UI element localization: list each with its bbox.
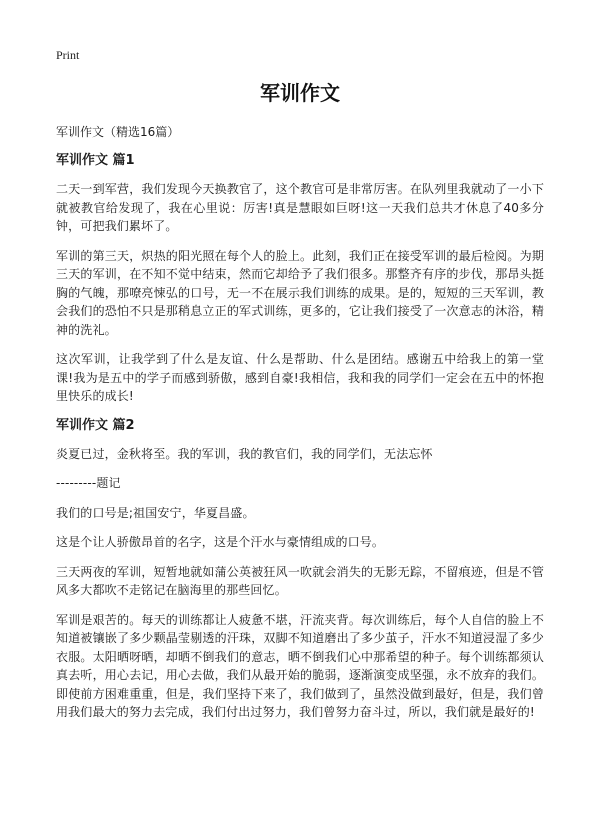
paragraph: 军训的第三天，炽热的阳光照在每个人的脸上。此刻，我们正在接受军训的最后检阅。为期三天的军训，在不知不觉中结束，然而它却给予了我们很多。那整齐有序的步伐，那昂头挺胸的气魄，那嘹亮悚弘的口号，无一不在展示我们训练的成果。是的，短短的三天军训，教会我们的恐怕不只是那稍息立正的军式训练，更多的，它让我们接受了一次意志的沐浴，精神的洗礼。 xyxy=(56,248,544,337)
print-label: Print xyxy=(56,48,80,62)
document-title: 军训作文 xyxy=(260,81,340,105)
section-heading: 军训作文 篇1 xyxy=(56,153,135,168)
paragraph: 我们的口号是;祖国安宁，华夏昌盛。 xyxy=(56,505,255,520)
paragraph: 这是个让人骄傲昂首的名字，这是个汗水与豪情组成的口号。 xyxy=(56,535,385,549)
epigraph-attribution: ---------题记 xyxy=(56,476,121,490)
essay-section-2 xyxy=(56,417,544,722)
paragraph: 炎夏已过，金秋将至。我的军训，我的教官们，我的同学们，无法忘怀 xyxy=(56,446,433,461)
section-heading: 军训作文 篇2 xyxy=(56,417,135,433)
paragraph: 这次军训，让我学到了什么是友谊、什么是帮助、什么是团结。感谢五中给我上的第一堂课!我为是五中的学子而感到骄傲，感到自豪!我相信，我和我的同学们一定会在五中的怀抱里快乐的成长! xyxy=(56,352,544,403)
document-subtitle: 军训作文（精选16篇） xyxy=(56,125,180,139)
paragraph: 三天两夜的军训，短暂地就如蒲公英被狂风一吹就会消失的无影无踪，不留痕迹，但是不管风多大都吹不走铭记在脑海里的那些回忆。 xyxy=(56,564,544,597)
essay-section-1 xyxy=(56,152,544,406)
paragraph: 二天一到军营，我们发现今天换教官了，这个教官可是非常厉害。在队列里我就动了一小下就被教官给发现了，我在心里说：厉害!真是慧眼如巨呀!这一天我们总共才休息了40多分钟，可把我们累坏了。 xyxy=(56,182,544,233)
paragraph: 军训是艰苦的。每天的训练都让人疲惫不堪，汗流夹背。每次训练后，每个人自信的脸上不知道被镶嵌了多少颗晶莹剔透的汗珠，双脚不知道磨出了多少茧子，汗水不知道浸湿了多少衣服。太阳晒呀晒，却晒不倒我们的意志，晒不倒我们心中那希望的种子。每个训练都须认真去听，用心去记，用心去做，我们从最开始的脆弱，逐渐演变成坚强，永不放弃的我们。即使前方困难重重，但是，我们坚持下来了，我们做到了，虽然没做到最好，但是，我们曾用我们最大的努力去完成，我们付出过努力，我们曾努力奋斗过，所以，我们就是最好的! xyxy=(56,612,544,719)
